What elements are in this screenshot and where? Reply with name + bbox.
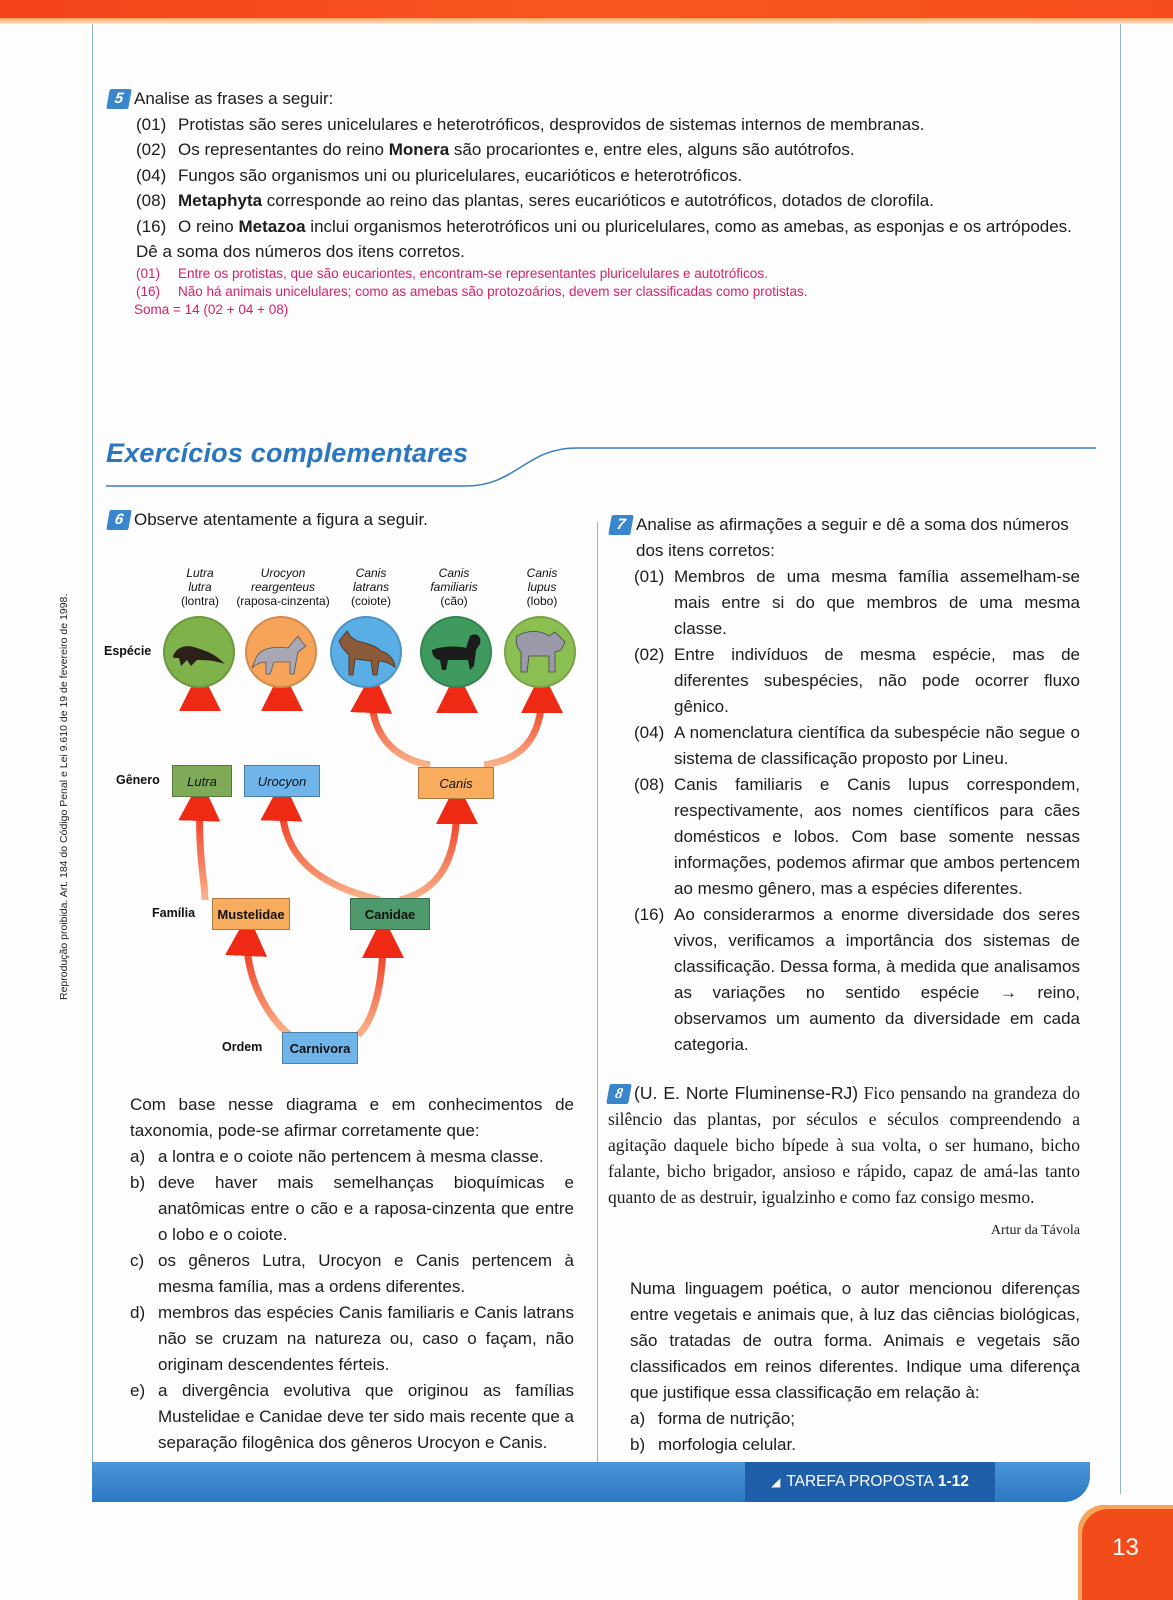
top-color-band xyxy=(0,0,1173,18)
arrow-down-right-icon: ◢ xyxy=(771,1475,781,1489)
coyote-icon xyxy=(330,616,402,688)
statement-item: (02) Os representantes do reino Monera são procariontes e, entre eles, alguns são autótrofos. xyxy=(136,140,855,159)
question-6-body xyxy=(130,1092,574,1456)
question-6-options xyxy=(130,1144,574,1456)
question-7: 7 Analise as afirmações a seguir e dê a soma dos números dos itens corretos: (01) Membros de uma mesma família assemelham-se mais entre si do que membros de uma mesma classe. (02) Entre indivíduos de mesma espécie, mas de diferentes subespécies, não pode ocorrer fluxo gênico. (04) A nomenclatura científica da subespécie não segue o sistema de classificação proposto por Lineu. (08) Canis familiaris e Canis lupus correspondem, respectivamente, aos nomes científicos para cães domésticos e lobos. Com base somente nessas informações, podemos afirmar que ambos pertencem ao mesmo gênero, mas a espécies diferentes. (16) Ao considerarmos a enorme diversidade dos seres vivos, verificamos a importância dos sistemas de classificação. Dessa forma, à medida que analisamos as variações no sentido espécie → reino, observamos um aumento da diversidade em cada categoria. xyxy=(610,512,1080,1058)
answer-sum: Soma = 14 (02 + 04 + 08) xyxy=(134,301,289,317)
column-divider xyxy=(597,522,598,1487)
question-8-quote: 8 (U. E. Norte Fluminense-RJ) Fico pensando na grandeza do silêncio das plantas, por séculos e séculos compreendendo a agitação daquele bicho bípede à sua volta, o ser humano, bicho falante, bicho brigador, ansioso e rápido, capaz de amá-las tanto quanto de as destruir, igualzinho e como faz consigo mesmo. xyxy=(608,1083,1080,1207)
option-b[interactable]: b) morfologia celular. xyxy=(630,1435,796,1454)
top-band-shade xyxy=(0,18,1173,24)
answer-row: (16) Não há animais unicelulares; como as amebas são protozoários, devem ser classificadas como protistas. xyxy=(136,283,808,299)
question-6-prompt: Com base nesse diagrama e em conhecimentos de taxonomia, pode-se afirmar corretamente que: xyxy=(130,1095,574,1140)
rank-label-family: Família xyxy=(152,906,196,920)
right-margin-line xyxy=(1120,24,1121,1494)
statement-item: (16) O reino Metazoa inclui organismos heterotróficos uni ou pluricelulares, como as amebas, as esponjas e os artrópodes. xyxy=(136,216,1072,236)
statement-item: (04) A nomenclatura científica da subespécie não segue o sistema de classificação proposto por Lineu. xyxy=(634,723,1080,768)
rank-label-order: Ordem xyxy=(222,1040,263,1054)
statement-item: (08) Canis familiaris e Canis lupus correspondem, respectivamente, aos nomes científicos para cães domésticos e lobos. Com base somente nessas informações, podemos afirmar que ambos pertencem ao mesmo gênero, mas a espécies diferentes. xyxy=(634,775,1080,898)
question-number-badge: 6 xyxy=(106,510,132,530)
species-label-canis-familiaris: Canis familiaris (cão) xyxy=(430,566,478,608)
left-margin-line xyxy=(92,24,93,1494)
question-number-badge: 8 xyxy=(606,1084,632,1104)
statement-item: (08) Metaphyta corresponde ao reino das plantas, seres eucarióticos e autotróficos, dotados de clorofila. xyxy=(136,191,934,210)
question-8-task: Numa linguagem poética, o autor mencionou diferenças entre vegetais e animais que, à luz das ciências biológicas, são tratadas de outra forma. Animais e vegetais são classificados em reinos diferentes. Indique uma diferença que justifique essa classificação em relação à: a) forma de nutrição; b) morfologia celular. xyxy=(630,1276,1080,1458)
question-7-items xyxy=(610,564,1080,1058)
option-b[interactable]: b) deve haver mais semelhanças bioquímicas e anatômicas entre o cão e a raposa-cinzenta que entre o lobo e o coiote. xyxy=(130,1173,574,1244)
statement-item: (01) Protistas são seres unicelulares e heterotróficos, desprovidos de sistemas internos de membranas. xyxy=(136,114,925,134)
option-d[interactable]: d) membros das espécies Canis familiaris e Canis latrans não se cruzam na natureza ou, caso o façam, não originam descendentes férteis. xyxy=(130,1303,574,1374)
question-5-items xyxy=(108,112,1108,240)
quote-author: Artur da Távola xyxy=(990,1223,1080,1238)
otter-icon xyxy=(163,616,235,688)
question-5-stem: 5 Analise as frases a seguir: xyxy=(108,86,1108,112)
option-e[interactable]: e) a divergência evolutiva que originou as famílias Mustelidae e Canidae deve ter sido mais recente que a separação filogênica dos gêneros Urocyon e Canis. xyxy=(130,1381,574,1452)
species-label-canis-latrans: Canis latrans (coiote) xyxy=(350,566,391,608)
gray-fox-icon xyxy=(245,616,317,688)
copyright-margin-note: Reprodução proibida. Art. 184 do Código Penal e Lei 9.610 de 19 de fevereiro de 1998. xyxy=(58,593,70,1000)
question-7-stem: 7 Analise as afirmações a seguir e dê a soma dos números xyxy=(610,512,1080,538)
option-a[interactable]: a) a lontra e o coiote não pertencem à mesma classe. xyxy=(130,1147,544,1166)
answer-key xyxy=(108,265,1108,319)
question-number-badge: 5 xyxy=(106,89,132,109)
question-number-badge: 7 xyxy=(608,515,634,535)
genus-box-canis: Canis xyxy=(418,767,494,799)
option-a[interactable]: a) forma de nutrição; xyxy=(630,1409,796,1428)
genus-box-lutra: Lutra xyxy=(172,765,232,797)
assignment-tag[interactable]: ◢ TAREFA PROPOSTA 1-12 xyxy=(745,1462,995,1502)
option-c[interactable]: c) os gêneros Lutra, Urocyon e Canis pertencem à mesma família, mas a ordens diferentes. xyxy=(130,1251,574,1296)
section-title: Exercícios complementares xyxy=(106,438,469,468)
section-heading xyxy=(106,438,1096,498)
question-6-stem: 6 Observe atentamente a figura a seguir. xyxy=(108,510,588,530)
statement-item: (04) Fungos são organismos uni ou pluricelulares, eucarióticos e heterotróficos. xyxy=(136,165,743,185)
genus-box-urocyon: Urocyon xyxy=(244,765,320,797)
species-label-lutra: Lutra lutra (lontra) xyxy=(180,566,219,608)
answer-row: (01) Entre os protistas, que são eucariontes, encontram-se representantes pluricelulares e autotróficos. xyxy=(136,265,768,281)
rank-label-genus: Gênero xyxy=(116,773,160,787)
question-5 xyxy=(108,86,1108,319)
statement-item: (02) Entre indivíduos de mesma espécie, mas de diferentes subespécies, não pode ocorrer fluxo gênico. xyxy=(634,645,1080,716)
question-8 xyxy=(608,1080,1080,1244)
family-box-canidae: Canidae xyxy=(350,898,430,930)
family-box-mustelidae: Mustelidae xyxy=(212,898,290,930)
rank-label-species: Espécie xyxy=(104,644,152,658)
statement-item: (01) Membros de uma mesma família assemelham-se mais entre si do que membros de uma mesma classe. xyxy=(634,567,1080,638)
dog-icon xyxy=(420,616,492,688)
species-label-canis-lupus: Canis lupus (lobo) xyxy=(526,566,558,608)
page-number: 13 xyxy=(1078,1505,1173,1600)
question-5-instruction: Dê a soma dos números dos itens corretos. xyxy=(136,242,465,261)
species-label-urocyon: Urocyon reargenteus (raposa-cinzenta) xyxy=(236,566,330,608)
order-box-carnivora: Carnivora xyxy=(282,1032,358,1064)
question-8-source: (U. E. Norte Fluminense-RJ) xyxy=(634,1083,859,1103)
statement-item: (16) Ao considerarmos a enorme diversidade dos seres vivos, verificamos a importância dos sistemas de classificação. Dessa forma, à medida que analisamos as variações no sentido espécie → reino, observamos um aumento da diversidade em cada categoria. xyxy=(634,905,1080,1054)
section-underline-swoosh xyxy=(106,438,1096,498)
wolf-icon xyxy=(504,616,576,688)
taxonomy-diagram xyxy=(100,560,590,1070)
